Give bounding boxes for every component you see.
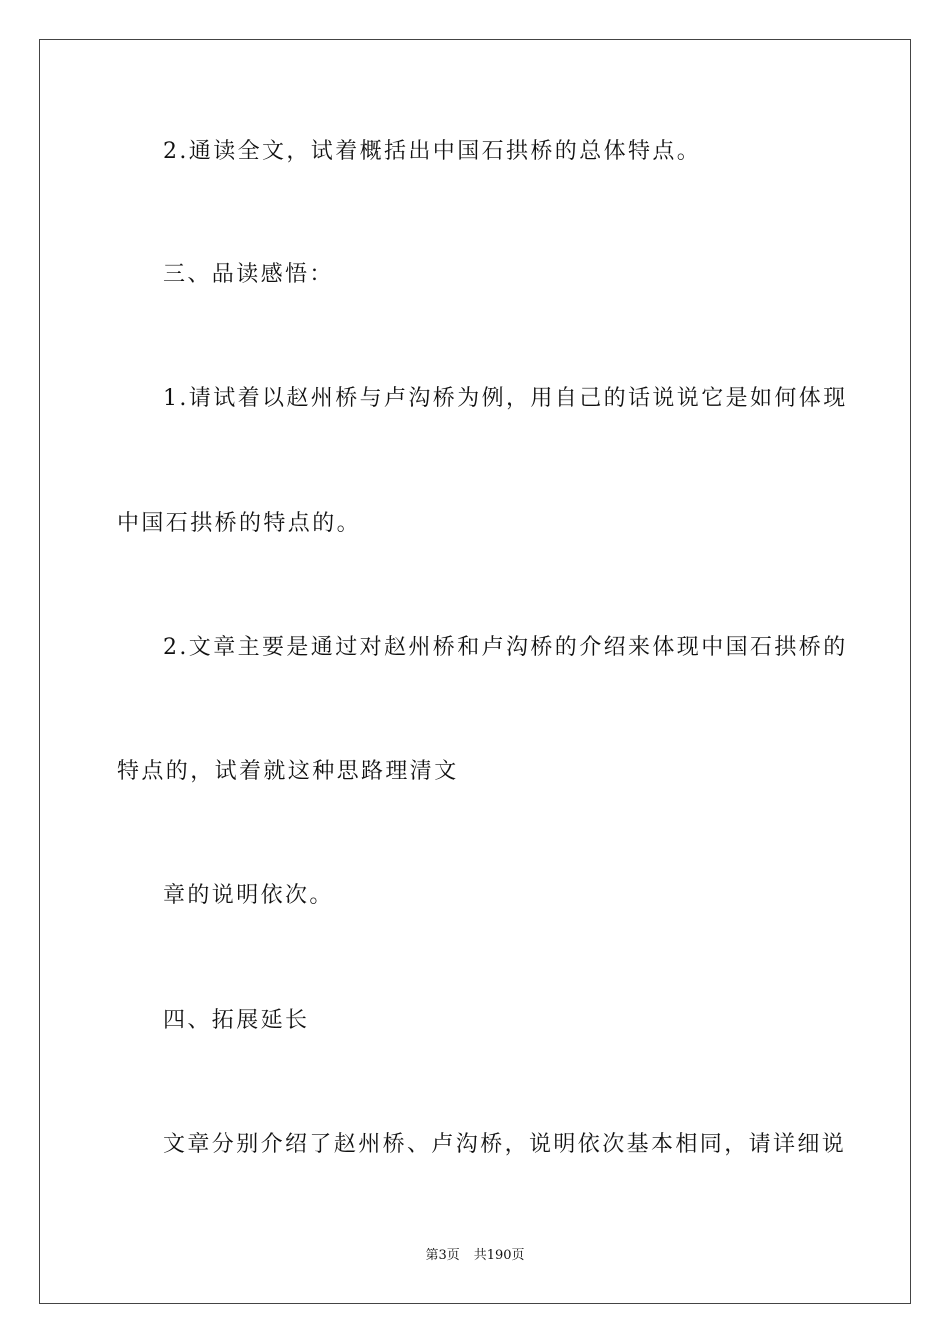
question-1-line-2: 中国石拱桥的特点的。: [117, 511, 362, 536]
page-number: 第3页: [425, 1248, 460, 1263]
question-1-line-1: 1.请试着以赵州桥与卢沟桥为例，用自己的话说说它是如何体现: [163, 386, 848, 411]
section-heading-reading: 三、品读感悟：: [163, 262, 334, 287]
question-2-line-1: 2.文章主要是通过对赵州桥和卢沟桥的介绍来体现中国石拱桥的: [163, 635, 848, 660]
page-total: 共190页: [473, 1248, 525, 1263]
extension-paragraph-line: 文章分别介绍了赵州桥、卢沟桥，说明依次基本相同，请详细说: [163, 1132, 847, 1157]
question-2-line-3: 章的说明依次。: [163, 883, 334, 908]
question-summary-line: 2.通读全文，试着概括出中国石拱桥的总体特点。: [163, 139, 702, 164]
question-2-line-2: 特点的，试着就这种思路理清文: [117, 759, 459, 784]
page-border: [39, 39, 911, 1304]
section-heading-extension: 四、拓展延长: [163, 1008, 310, 1033]
page-footer: [0, 1246, 950, 1266]
